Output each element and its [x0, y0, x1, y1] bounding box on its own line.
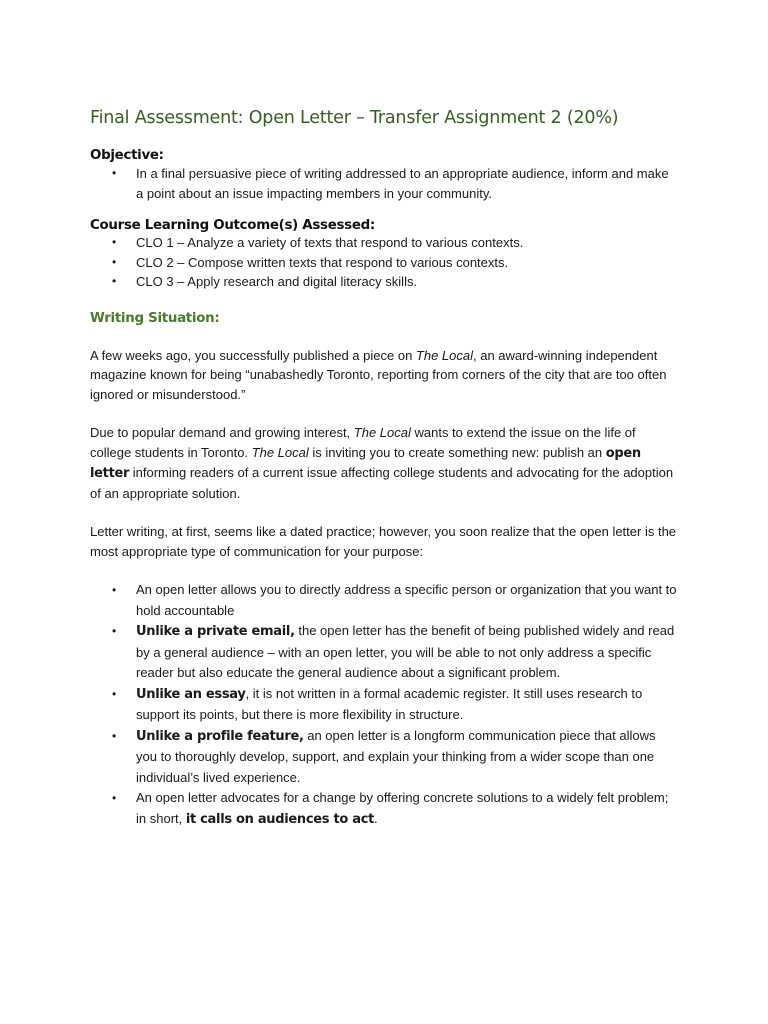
document-title: Final Assessment: Open Letter – Transfer Assignment 2 (20%) — [90, 108, 619, 128]
paragraph-purpose: Letter writing, at first, seems like a dated practice; however, you soon realize that the open letter is the most appropriate type of communication for your purpose: — [90, 524, 677, 559]
list-item: • An open letter advocates for a change by offering concrete solutions to a widely felt problem; in short, it calls on audiences to act. — [112, 790, 669, 827]
list-item: • In a final persuasive piece of writing addressed to an appropriate audience, inform and make a point about an issue impacting members in your community. — [112, 166, 669, 201]
clo-section — [90, 218, 678, 292]
bullet: • — [112, 274, 117, 288]
bullet: • — [112, 624, 117, 638]
list-item: • An open letter allows you to directly address a specific person or organization that you want to hold accountable — [112, 582, 677, 618]
writing-situation-heading: Writing Situation: — [90, 310, 220, 326]
bullet: • — [112, 166, 117, 180]
objective-heading: Objective: — [90, 148, 164, 163]
list-item: • CLO 2 – Compose written texts that respond to various contexts. — [90, 253, 678, 273]
list-item: • CLO 3 – Apply research and digital literacy skills. — [90, 272, 678, 292]
bullet: • — [112, 728, 117, 743]
list-item: • Unlike a private email, the open letter has the benefit of being published widely and read by a general audience – with an open letter, you will be able to not only address a specific reader but also educate the general audience about a significant problem. — [112, 623, 675, 680]
paragraph-request: Due to popular demand and growing interest, The Local wants to extend the issue on the life of college students in Toronto. The Local is inviting you to create something new: publish an open letter informing readers of a current issue affecting college students and advocating for the adoption of an appropriate solution. — [90, 425, 674, 501]
bullet: • — [112, 583, 117, 597]
clo-heading: Course Learning Outcome(s) Assessed: — [90, 218, 375, 233]
bullet: • — [112, 254, 117, 269]
bullet: • — [112, 686, 117, 701]
bullet: • — [112, 235, 117, 249]
objective-section — [90, 148, 678, 203]
clo-list — [90, 233, 678, 292]
bullet: • — [112, 791, 117, 805]
paragraph-intro: A few weeks ago, you successfully published a piece on The Local, an award-winning independent magazine known for being “unabashedly Toronto, reporting from corners of the city that are too often ignored or misunderstood.” — [90, 347, 667, 402]
list-item: • CLO 1 – Analyze a variety of texts that respond to various contexts. — [90, 233, 678, 253]
list-item: • Unlike an essay, it is not written in a formal academic register. It still uses research to support its points, but there is more flexibility in structure. — [112, 685, 643, 722]
list-item: • Unlike a profile feature, an open letter is a longform communication piece that allows you to thoroughly develop, support, and explain your thinking from a wider scope than one individual’s lived experience. — [112, 727, 656, 785]
objective-list — [90, 164, 678, 203]
reasons-list — [90, 580, 678, 830]
